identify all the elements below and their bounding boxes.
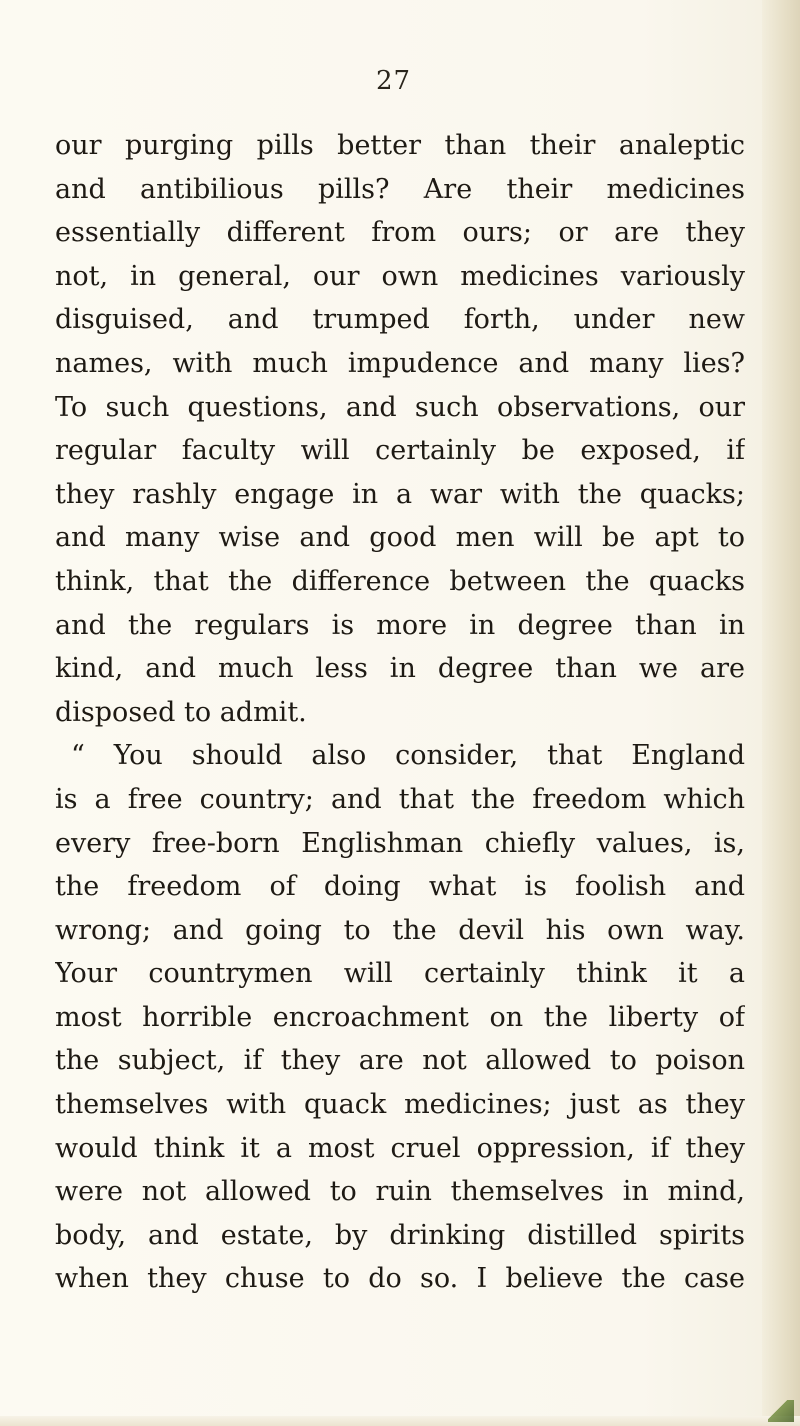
text-line: not, in general, our own medicines variously (55, 260, 745, 292)
text-line: wrong; and going to the devil his own way. (55, 914, 745, 946)
text-line: Your countrymen will certainly think it a (55, 958, 745, 990)
page-edge-shadow (762, 0, 800, 1426)
text-line: themselves with quack medicines; just as they (55, 1089, 745, 1121)
text-line: the freedom of doing what is foolish and (55, 871, 745, 903)
text-line: is a free country; and that the freedom which (55, 783, 745, 815)
text-line: names, with much impudence and many lies? (55, 347, 745, 379)
text-line: were not allowed to ruin themselves in mind, (55, 1176, 745, 1208)
page-bottom-edge (0, 1416, 800, 1426)
text-line: they rashly engage in a war with the quacks; (55, 478, 745, 510)
text-line: “ You should also consider, that England (71, 740, 745, 772)
text-line: our purging pills better than their analeptic (55, 130, 745, 161)
text-line: the subject, if they are not allowed to poison (55, 1045, 745, 1077)
text-line: think, that the difference between the quacks (55, 565, 745, 597)
text-line: regular faculty will certainly be exposed, if (55, 435, 745, 467)
corner-scan-mark (768, 1400, 794, 1422)
text-line: when they chuse to do so. I believe the case (55, 1263, 745, 1295)
text-line: and many wise and good men will be apt to (55, 522, 745, 554)
text-line: kind, and much less in degree than we are (55, 653, 745, 685)
body-text (55, 124, 745, 1301)
text-line: most horrible encroachment on the liberty of (55, 1001, 745, 1033)
text-line: disposed to admit. (55, 696, 307, 728)
text-line: and the regulars is more in degree than in (55, 609, 745, 641)
text-line: To such questions, and such observations, our (55, 391, 745, 423)
text-line: essentially different from ours; or are they (55, 217, 745, 249)
text-line: disguised, and trumped forth, under new (55, 304, 745, 336)
text-line: body, and estate, by drinking distilled spirits (55, 1219, 745, 1251)
text-line: and antibilious pills? Are their medicines (55, 173, 745, 205)
page-number: 27 (376, 66, 412, 96)
text-line: would think it a most cruel oppression, if they (55, 1132, 745, 1164)
text-line: every free-born Englishman chiefly values, is, (55, 827, 745, 859)
